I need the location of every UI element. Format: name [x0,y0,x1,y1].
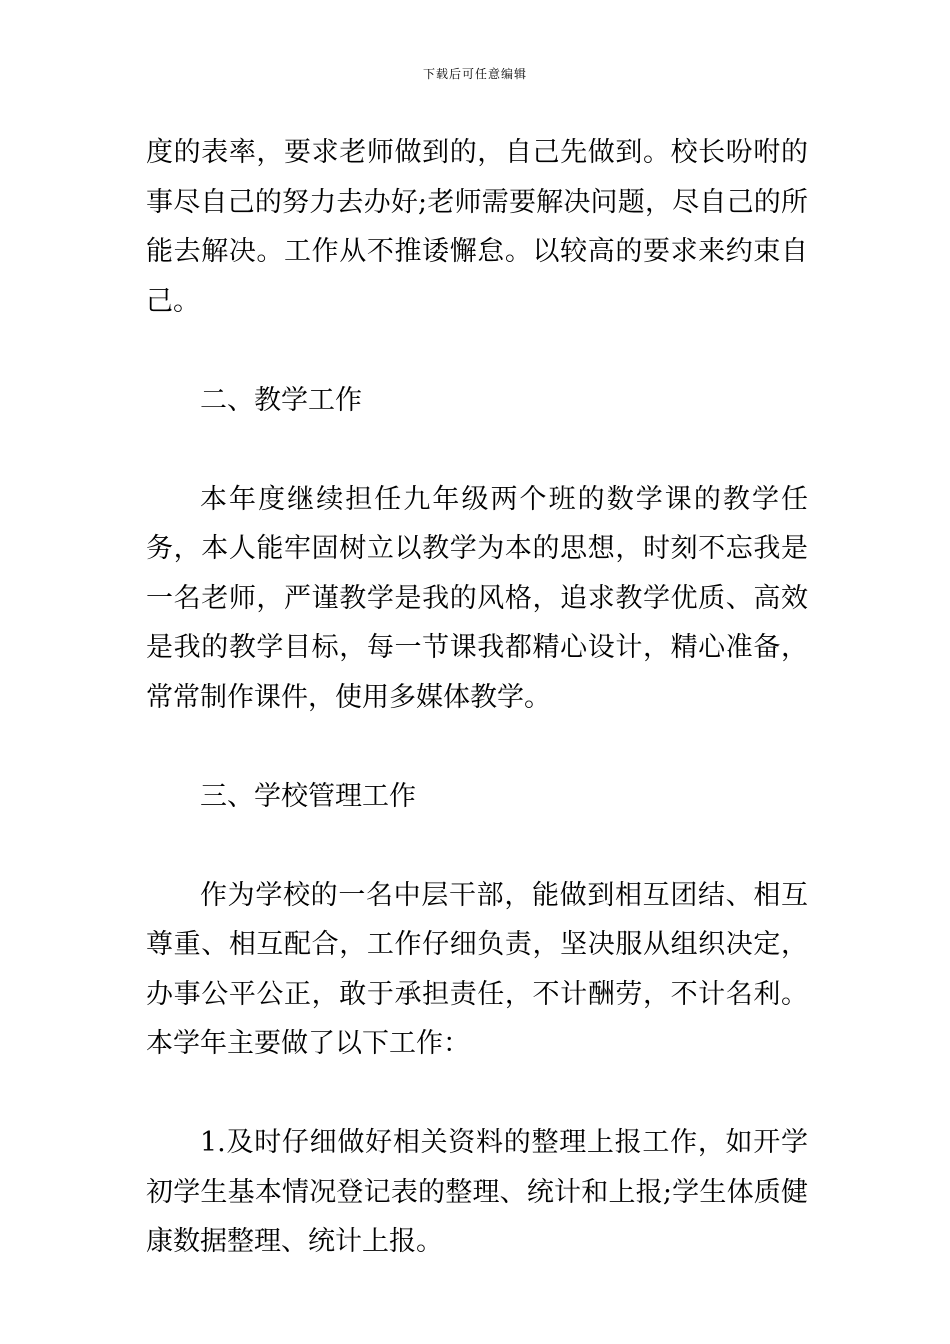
paragraph-continuation: 度的表率，要求老师做到的，自己先做到。校长吩咐的事尽自己的努力去办好;老师需要解决问题，尽自己的所能去解决。工作从不推诿懈怠。以较高的要求来约束自己。 [146,137,808,317]
section-heading-management: 三、学校管理工作 [200,780,416,812]
paragraph-teaching: 本年度继续担任九年级两个班的数学课的教学任务，本人能牢固树立以教学为本的思想，时刻不忘我是一名老师，严谨教学是我的风格，追求教学优质、高效是我的教学目标，每一节课我都精心设计，精心准备，常常制作课件，使用多媒体教学。 [146,483,808,713]
paragraph-gap [146,821,808,871]
paragraph-gap [146,425,808,475]
paragraph-gap [146,1069,808,1119]
header-note: 下载后可任意编辑 [422,67,527,81]
paragraph-gap [146,326,808,376]
paragraph-gap [146,722,808,772]
paragraph-management: 作为学校的一名中层干部，能做到相互团结、相互尊重、相互配合，工作仔细负责，坚决服从组织决定，办事公平公正，敢于承担责任，不计酬劳，不计名利。本学年主要做了以下工作： [146,879,808,1059]
list-item-1: 1.及时仔细做好相关资料的整理上报工作，如开学初学生基本情况登记表的整理、统计和上报;学生体质健康数据整理、统计上报。 [146,1127,808,1257]
document-body [146,128,808,1267]
section-heading-teaching: 二、教学工作 [200,384,362,416]
